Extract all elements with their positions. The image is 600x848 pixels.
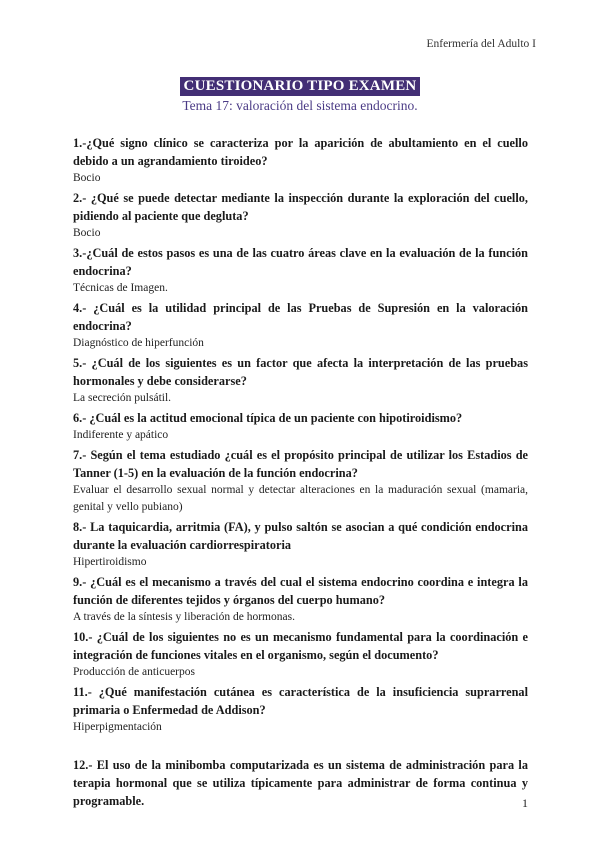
question-10: 10.- ¿Cuál de los siguientes no es un mecanismo fundamental para la coordinación e integración de funciones vitales en el organismo, según el documento?	[73, 630, 528, 662]
question-6: 6.- ¿Cuál es la actitud emocional típica de un paciente con hipotiroidismo?	[73, 411, 463, 425]
page-number: 1	[522, 796, 528, 810]
answer-1: Bocio	[73, 172, 101, 184]
question-1: 1.-¿Qué signo clínico se caracteriza por la aparición de abultamiento en el cuello debido a un agrandamiento tiroideo?	[73, 136, 528, 168]
answer-9: A través de la síntesis y liberación de hormonas.	[73, 611, 295, 623]
answer-7: Evaluar el desarrollo sexual normal y detectar alteraciones en la maduración sexual (mamaria, genital y vello pubiano)	[73, 484, 528, 513]
question-5: 5.- ¿Cuál de los siguientes es un factor que afecta la interpretación de las pruebas hormonales y debe considerarse?	[73, 356, 528, 388]
question-2: 2.- ¿Qué se puede detectar mediante la inspección durante la exploración del cuello, pidiendo al paciente que degluta?	[73, 191, 528, 223]
question-8: 8.- La taquicardia, arritmia (FA), y pulso saltón se asocian a qué condición endocrina durante la evaluación cardiorrespiratoria	[73, 520, 528, 552]
answer-2: Bocio	[73, 227, 101, 239]
question-7: 7.- Según el tema estudiado ¿cuál es el propósito principal de utilizar los Estadios de Tanner (1-5) en la evaluación de la función endocrina?	[73, 448, 528, 480]
answer-3: Técnicas de Imagen.	[73, 282, 168, 294]
answer-6: Indiferente y apático	[73, 429, 169, 441]
question-9: 9.- ¿Cuál es el mecanismo a través del cual el sistema endocrino coordina e integra la función de diferentes tejidos y órganos del cuerpo humano?	[73, 575, 528, 607]
document-title: CUESTIONARIO TIPO EXAMEN	[180, 77, 421, 96]
question-list	[73, 134, 528, 810]
answer-10: Producción de anticuerpos	[73, 666, 195, 678]
question-11: 11.- ¿Qué manifestación cutánea es característica de la insuficiencia suprarrenal primaria o Enfermedad de Addison?	[73, 685, 528, 717]
answer-4: Diagnóstico de hiperfunción	[73, 337, 204, 349]
answer-11: Hiperpigmentación	[73, 721, 162, 733]
question-3: 3.-¿Cuál de estos pasos es una de las cuatro áreas clave en la evaluación de la función endocrina?	[73, 246, 528, 278]
document-subtitle: Tema 17: valoración del sistema endocrino.	[182, 98, 418, 113]
title-wrapper	[0, 77, 600, 96]
answer-8: Hipertiroidismo	[73, 556, 147, 568]
question-4: 4.- ¿Cuál es la utilidad principal de las Pruebas de Supresión en la valoración endocrina?	[73, 301, 528, 333]
answer-5: La secreción pulsátil.	[73, 392, 172, 404]
running-header: Enfermería del Adulto I	[426, 38, 536, 50]
question-12: 12.- El uso de la minibomba computarizada es un sistema de administración para la terapia hormonal que se utiliza típicamente para administrar de forma continua y programable.	[73, 758, 528, 808]
